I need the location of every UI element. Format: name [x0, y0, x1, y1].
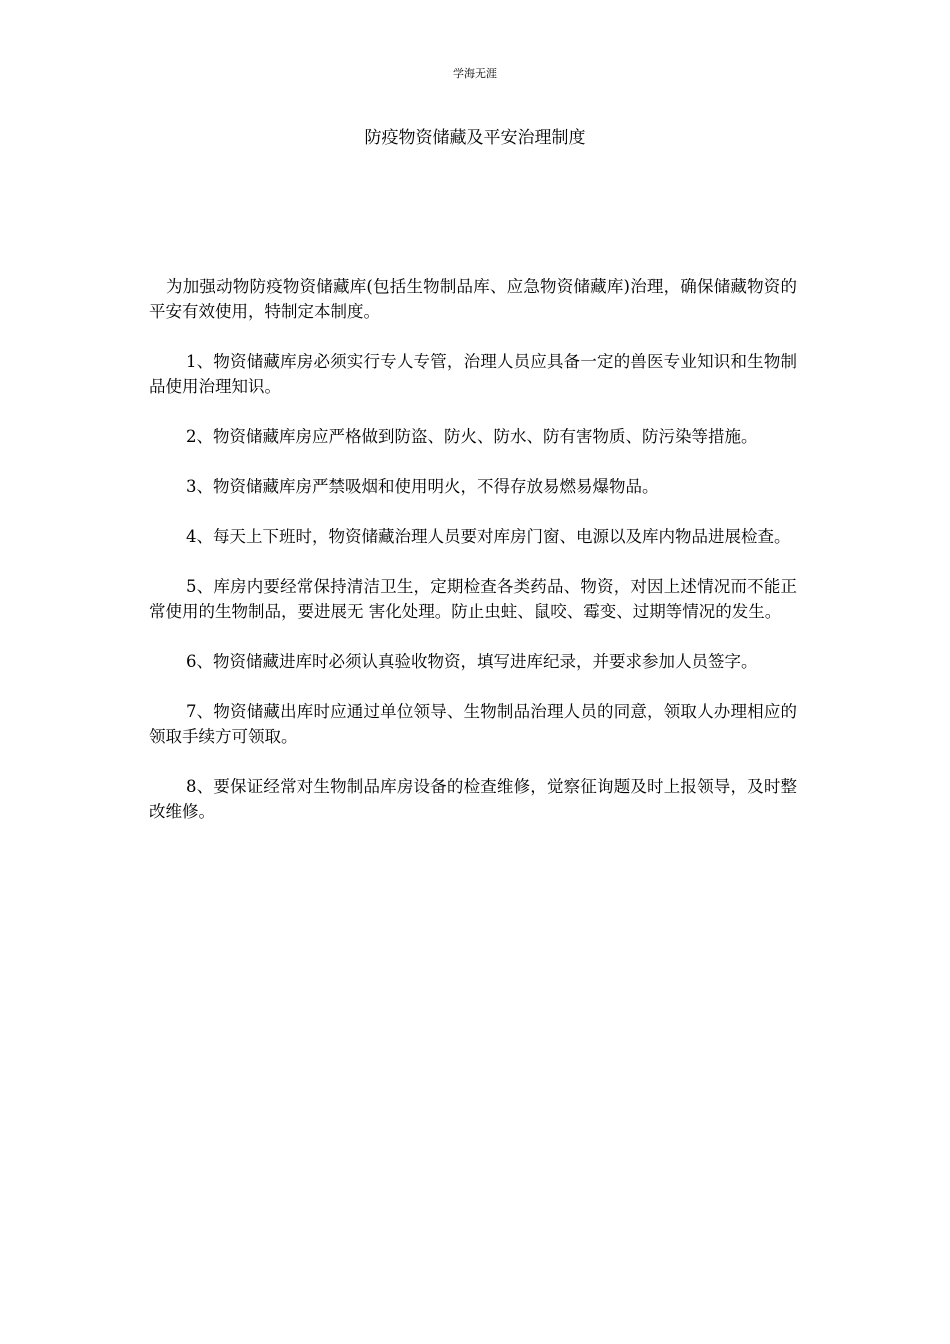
rule-item-6: 6、物资储藏进库时必须认真验收物资，填写进库纪录，并要求参加人员签字。: [186, 652, 758, 671]
rule-item-7: 7、物资储藏出库时应通过单位领导、生物制品治理人员的同意，领取人办理相应的领取手续方可领取。: [149, 702, 797, 746]
rule-item-8: 8、要保证经常对生物制品库房设备的检查维修，觉察征询题及时上报领导，及时整改维修。: [149, 777, 797, 821]
document-body: [149, 274, 797, 849]
intro-paragraph: 为加强动物防疫物资储藏库(包括生物制品库、应急物资储藏库)治理，确保储藏物资的平安有效使用，特制定本制度。: [149, 277, 797, 321]
document-title: 防疫物资储藏及平安治理制度: [364, 128, 586, 148]
rule-item-2: 2、物资储藏库房应严格做到防盗、防火、防水、防有害物质、防污染等措施。: [186, 427, 758, 446]
rule-item-5: 5、库房内要经常保持清洁卫生，定期检查各类药品、物资，对因上述情况而不能正常使用的生物制品，要进展无 害化处理。防止虫蛀、鼠咬、霉变、过期等情况的发生。: [149, 577, 797, 621]
rule-item-4: 4、每天上下班时，物资储藏治理人员要对库房门窗、电源以及库内物品进展检查。: [186, 527, 791, 546]
rule-item-1: 1、物资储藏库房必须实行专人专管，治理人员应具备一定的兽医专业知识和生物制品使用治理知识。: [149, 352, 797, 396]
page-header: 学海无涯: [453, 67, 497, 80]
rule-item-3: 3、物资储藏库房严禁吸烟和使用明火，不得存放易燃易爆物品。: [186, 477, 659, 496]
